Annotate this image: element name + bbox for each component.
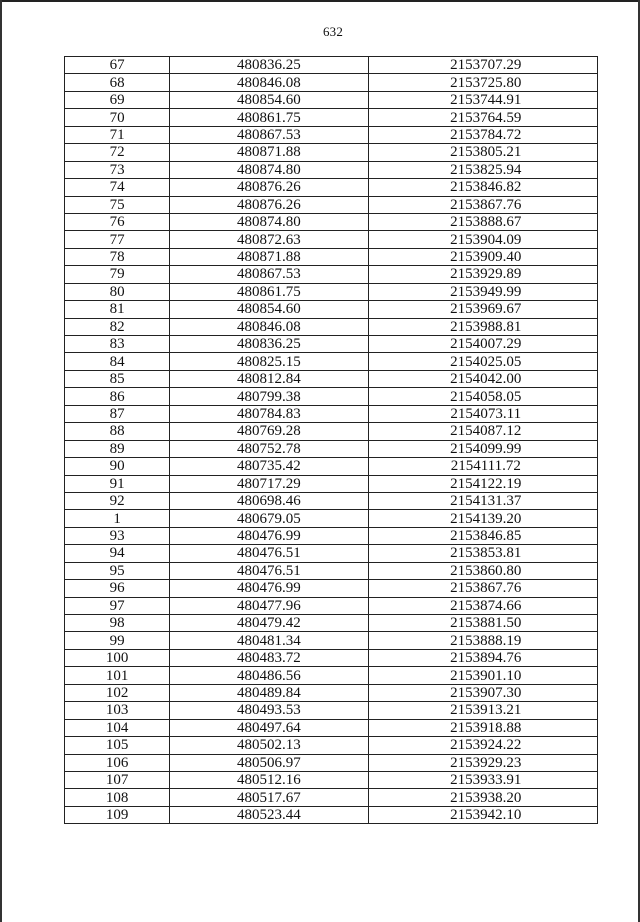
point-number-cell: 73 [65, 161, 170, 178]
point-number-cell: 92 [65, 492, 170, 509]
y-coordinate-cell: 2153744.91 [368, 91, 597, 108]
coordinate-table [64, 56, 598, 824]
table-row [65, 597, 598, 614]
x-coordinate-cell: 480876.26 [170, 179, 368, 196]
table-row [65, 527, 598, 544]
page-top-edge [0, 0, 640, 2]
y-coordinate-cell: 2153924.22 [368, 737, 597, 754]
y-coordinate-cell: 2153938.20 [368, 789, 597, 806]
point-number-cell: 83 [65, 336, 170, 353]
x-coordinate-cell: 480871.88 [170, 144, 368, 161]
y-coordinate-cell: 2153969.67 [368, 301, 597, 318]
table-row [65, 632, 598, 649]
x-coordinate-cell: 480679.05 [170, 510, 368, 527]
table-row [65, 388, 598, 405]
y-coordinate-cell: 2153805.21 [368, 144, 597, 161]
table-row [65, 580, 598, 597]
table-row [65, 806, 598, 823]
x-coordinate-cell: 480489.84 [170, 684, 368, 701]
point-number-cell: 99 [65, 632, 170, 649]
y-coordinate-cell: 2154007.29 [368, 336, 597, 353]
point-number-cell: 85 [65, 370, 170, 387]
y-coordinate-cell: 2154131.37 [368, 492, 597, 509]
y-coordinate-cell: 2153888.19 [368, 632, 597, 649]
y-coordinate-cell: 2153846.85 [368, 527, 597, 544]
table-row [65, 213, 598, 230]
x-coordinate-cell: 480497.64 [170, 719, 368, 736]
point-number-cell: 76 [65, 213, 170, 230]
x-coordinate-cell: 480812.84 [170, 370, 368, 387]
y-coordinate-cell: 2153707.29 [368, 57, 597, 74]
table-row [65, 248, 598, 265]
table-row [65, 161, 598, 178]
x-coordinate-cell: 480752.78 [170, 440, 368, 457]
point-number-cell: 102 [65, 684, 170, 701]
x-coordinate-cell: 480861.75 [170, 109, 368, 126]
page-number: 632 [322, 24, 344, 39]
point-number-cell: 104 [65, 719, 170, 736]
point-number-cell: 84 [65, 353, 170, 370]
point-number-cell: 97 [65, 597, 170, 614]
point-number-cell: 69 [65, 91, 170, 108]
x-coordinate-cell: 480876.26 [170, 196, 368, 213]
point-number-cell: 88 [65, 423, 170, 440]
point-number-cell: 71 [65, 126, 170, 143]
x-coordinate-cell: 480476.51 [170, 545, 368, 562]
table-row [65, 667, 598, 684]
point-number-cell: 95 [65, 562, 170, 579]
x-coordinate-cell: 480836.25 [170, 57, 368, 74]
y-coordinate-cell: 2153894.76 [368, 649, 597, 666]
point-number-cell: 100 [65, 649, 170, 666]
point-number-cell: 67 [65, 57, 170, 74]
y-coordinate-cell: 2154122.19 [368, 475, 597, 492]
x-coordinate-cell: 480481.34 [170, 632, 368, 649]
x-coordinate-cell: 480867.53 [170, 266, 368, 283]
point-number-cell: 109 [65, 806, 170, 823]
table-row [65, 475, 598, 492]
table-row [65, 301, 598, 318]
table-row [65, 771, 598, 788]
coordinate-table-body [65, 57, 598, 824]
y-coordinate-cell: 2153909.40 [368, 248, 597, 265]
x-coordinate-cell: 480717.29 [170, 475, 368, 492]
table-row [65, 266, 598, 283]
point-number-cell: 80 [65, 283, 170, 300]
x-coordinate-cell: 480476.99 [170, 580, 368, 597]
point-number-cell: 75 [65, 196, 170, 213]
table-row [65, 283, 598, 300]
y-coordinate-cell: 2153860.80 [368, 562, 597, 579]
table-row [65, 562, 598, 579]
point-number-cell: 1 [65, 510, 170, 527]
y-coordinate-cell: 2153867.76 [368, 196, 597, 213]
table-row [65, 440, 598, 457]
table-row [65, 615, 598, 632]
point-number-cell: 108 [65, 789, 170, 806]
table-row [65, 196, 598, 213]
table-row [65, 74, 598, 91]
x-coordinate-cell: 480517.67 [170, 789, 368, 806]
y-coordinate-cell: 2153929.23 [368, 754, 597, 771]
x-coordinate-cell: 480493.53 [170, 702, 368, 719]
table-row [65, 318, 598, 335]
point-number-cell: 103 [65, 702, 170, 719]
y-coordinate-cell: 2153949.99 [368, 283, 597, 300]
y-coordinate-cell: 2153784.72 [368, 126, 597, 143]
y-coordinate-cell: 2153825.94 [368, 161, 597, 178]
x-coordinate-cell: 480502.13 [170, 737, 368, 754]
y-coordinate-cell: 2153874.66 [368, 597, 597, 614]
x-coordinate-cell: 480477.96 [170, 597, 368, 614]
table-row [65, 370, 598, 387]
y-coordinate-cell: 2153901.10 [368, 667, 597, 684]
x-coordinate-cell: 480486.56 [170, 667, 368, 684]
point-number-cell: 87 [65, 405, 170, 422]
point-number-cell: 89 [65, 440, 170, 457]
point-number-cell: 105 [65, 737, 170, 754]
y-coordinate-cell: 2153929.89 [368, 266, 597, 283]
page-left-edge [0, 0, 2, 922]
table-row [65, 702, 598, 719]
y-coordinate-cell: 2154111.72 [368, 458, 597, 475]
x-coordinate-cell: 480854.60 [170, 301, 368, 318]
table-row [65, 719, 598, 736]
y-coordinate-cell: 2153764.59 [368, 109, 597, 126]
table-row [65, 144, 598, 161]
point-number-cell: 77 [65, 231, 170, 248]
x-coordinate-cell: 480698.46 [170, 492, 368, 509]
x-coordinate-cell: 480871.88 [170, 248, 368, 265]
table-row [65, 458, 598, 475]
point-number-cell: 70 [65, 109, 170, 126]
y-coordinate-cell: 2153904.09 [368, 231, 597, 248]
point-number-cell: 74 [65, 179, 170, 196]
point-number-cell: 72 [65, 144, 170, 161]
y-coordinate-cell: 2154099.99 [368, 440, 597, 457]
y-coordinate-cell: 2154073.11 [368, 405, 597, 422]
x-coordinate-cell: 480476.99 [170, 527, 368, 544]
x-coordinate-cell: 480512.16 [170, 771, 368, 788]
x-coordinate-cell: 480867.53 [170, 126, 368, 143]
point-number-cell: 78 [65, 248, 170, 265]
table-row [65, 231, 598, 248]
table-row [65, 510, 598, 527]
table-row [65, 126, 598, 143]
y-coordinate-cell: 2154139.20 [368, 510, 597, 527]
point-number-cell: 107 [65, 771, 170, 788]
point-number-cell: 96 [65, 580, 170, 597]
table-row [65, 649, 598, 666]
point-number-cell: 98 [65, 615, 170, 632]
y-coordinate-cell: 2153918.88 [368, 719, 597, 736]
x-coordinate-cell: 480506.97 [170, 754, 368, 771]
point-number-cell: 93 [65, 527, 170, 544]
x-coordinate-cell: 480861.75 [170, 283, 368, 300]
table-row [65, 91, 598, 108]
y-coordinate-cell: 2153881.50 [368, 615, 597, 632]
point-number-cell: 81 [65, 301, 170, 318]
point-number-cell: 101 [65, 667, 170, 684]
point-number-cell: 68 [65, 74, 170, 91]
table-row [65, 57, 598, 74]
y-coordinate-cell: 2153888.67 [368, 213, 597, 230]
y-coordinate-cell: 2153988.81 [368, 318, 597, 335]
y-coordinate-cell: 2154025.05 [368, 353, 597, 370]
table-row [65, 353, 598, 370]
x-coordinate-cell: 480846.08 [170, 74, 368, 91]
y-coordinate-cell: 2154087.12 [368, 423, 597, 440]
point-number-cell: 79 [65, 266, 170, 283]
table-row [65, 109, 598, 126]
x-coordinate-cell: 480846.08 [170, 318, 368, 335]
y-coordinate-cell: 2153913.21 [368, 702, 597, 719]
x-coordinate-cell: 480854.60 [170, 91, 368, 108]
point-number-cell: 82 [65, 318, 170, 335]
x-coordinate-cell: 480523.44 [170, 806, 368, 823]
y-coordinate-cell: 2153853.81 [368, 545, 597, 562]
x-coordinate-cell: 480476.51 [170, 562, 368, 579]
point-number-cell: 86 [65, 388, 170, 405]
table-row [65, 405, 598, 422]
y-coordinate-cell: 2153846.82 [368, 179, 597, 196]
point-number-cell: 94 [65, 545, 170, 562]
y-coordinate-cell: 2154058.05 [368, 388, 597, 405]
y-coordinate-cell: 2153867.76 [368, 580, 597, 597]
table-row [65, 336, 598, 353]
table-row [65, 492, 598, 509]
y-coordinate-cell: 2154042.00 [368, 370, 597, 387]
point-number-cell: 91 [65, 475, 170, 492]
y-coordinate-cell: 2153907.30 [368, 684, 597, 701]
table-row [65, 754, 598, 771]
x-coordinate-cell: 480799.38 [170, 388, 368, 405]
x-coordinate-cell: 480735.42 [170, 458, 368, 475]
x-coordinate-cell: 480874.80 [170, 161, 368, 178]
x-coordinate-cell: 480769.28 [170, 423, 368, 440]
x-coordinate-cell: 480784.83 [170, 405, 368, 422]
y-coordinate-cell: 2153933.91 [368, 771, 597, 788]
x-coordinate-cell: 480483.72 [170, 649, 368, 666]
table-row [65, 179, 598, 196]
x-coordinate-cell: 480836.25 [170, 336, 368, 353]
y-coordinate-cell: 2153725.80 [368, 74, 597, 91]
x-coordinate-cell: 480872.63 [170, 231, 368, 248]
point-number-cell: 106 [65, 754, 170, 771]
table-row [65, 684, 598, 701]
table-row [65, 545, 598, 562]
table-row [65, 789, 598, 806]
point-number-cell: 90 [65, 458, 170, 475]
table-row [65, 737, 598, 754]
x-coordinate-cell: 480479.42 [170, 615, 368, 632]
x-coordinate-cell: 480874.80 [170, 213, 368, 230]
y-coordinate-cell: 2153942.10 [368, 806, 597, 823]
x-coordinate-cell: 480825.15 [170, 353, 368, 370]
table-row [65, 423, 598, 440]
